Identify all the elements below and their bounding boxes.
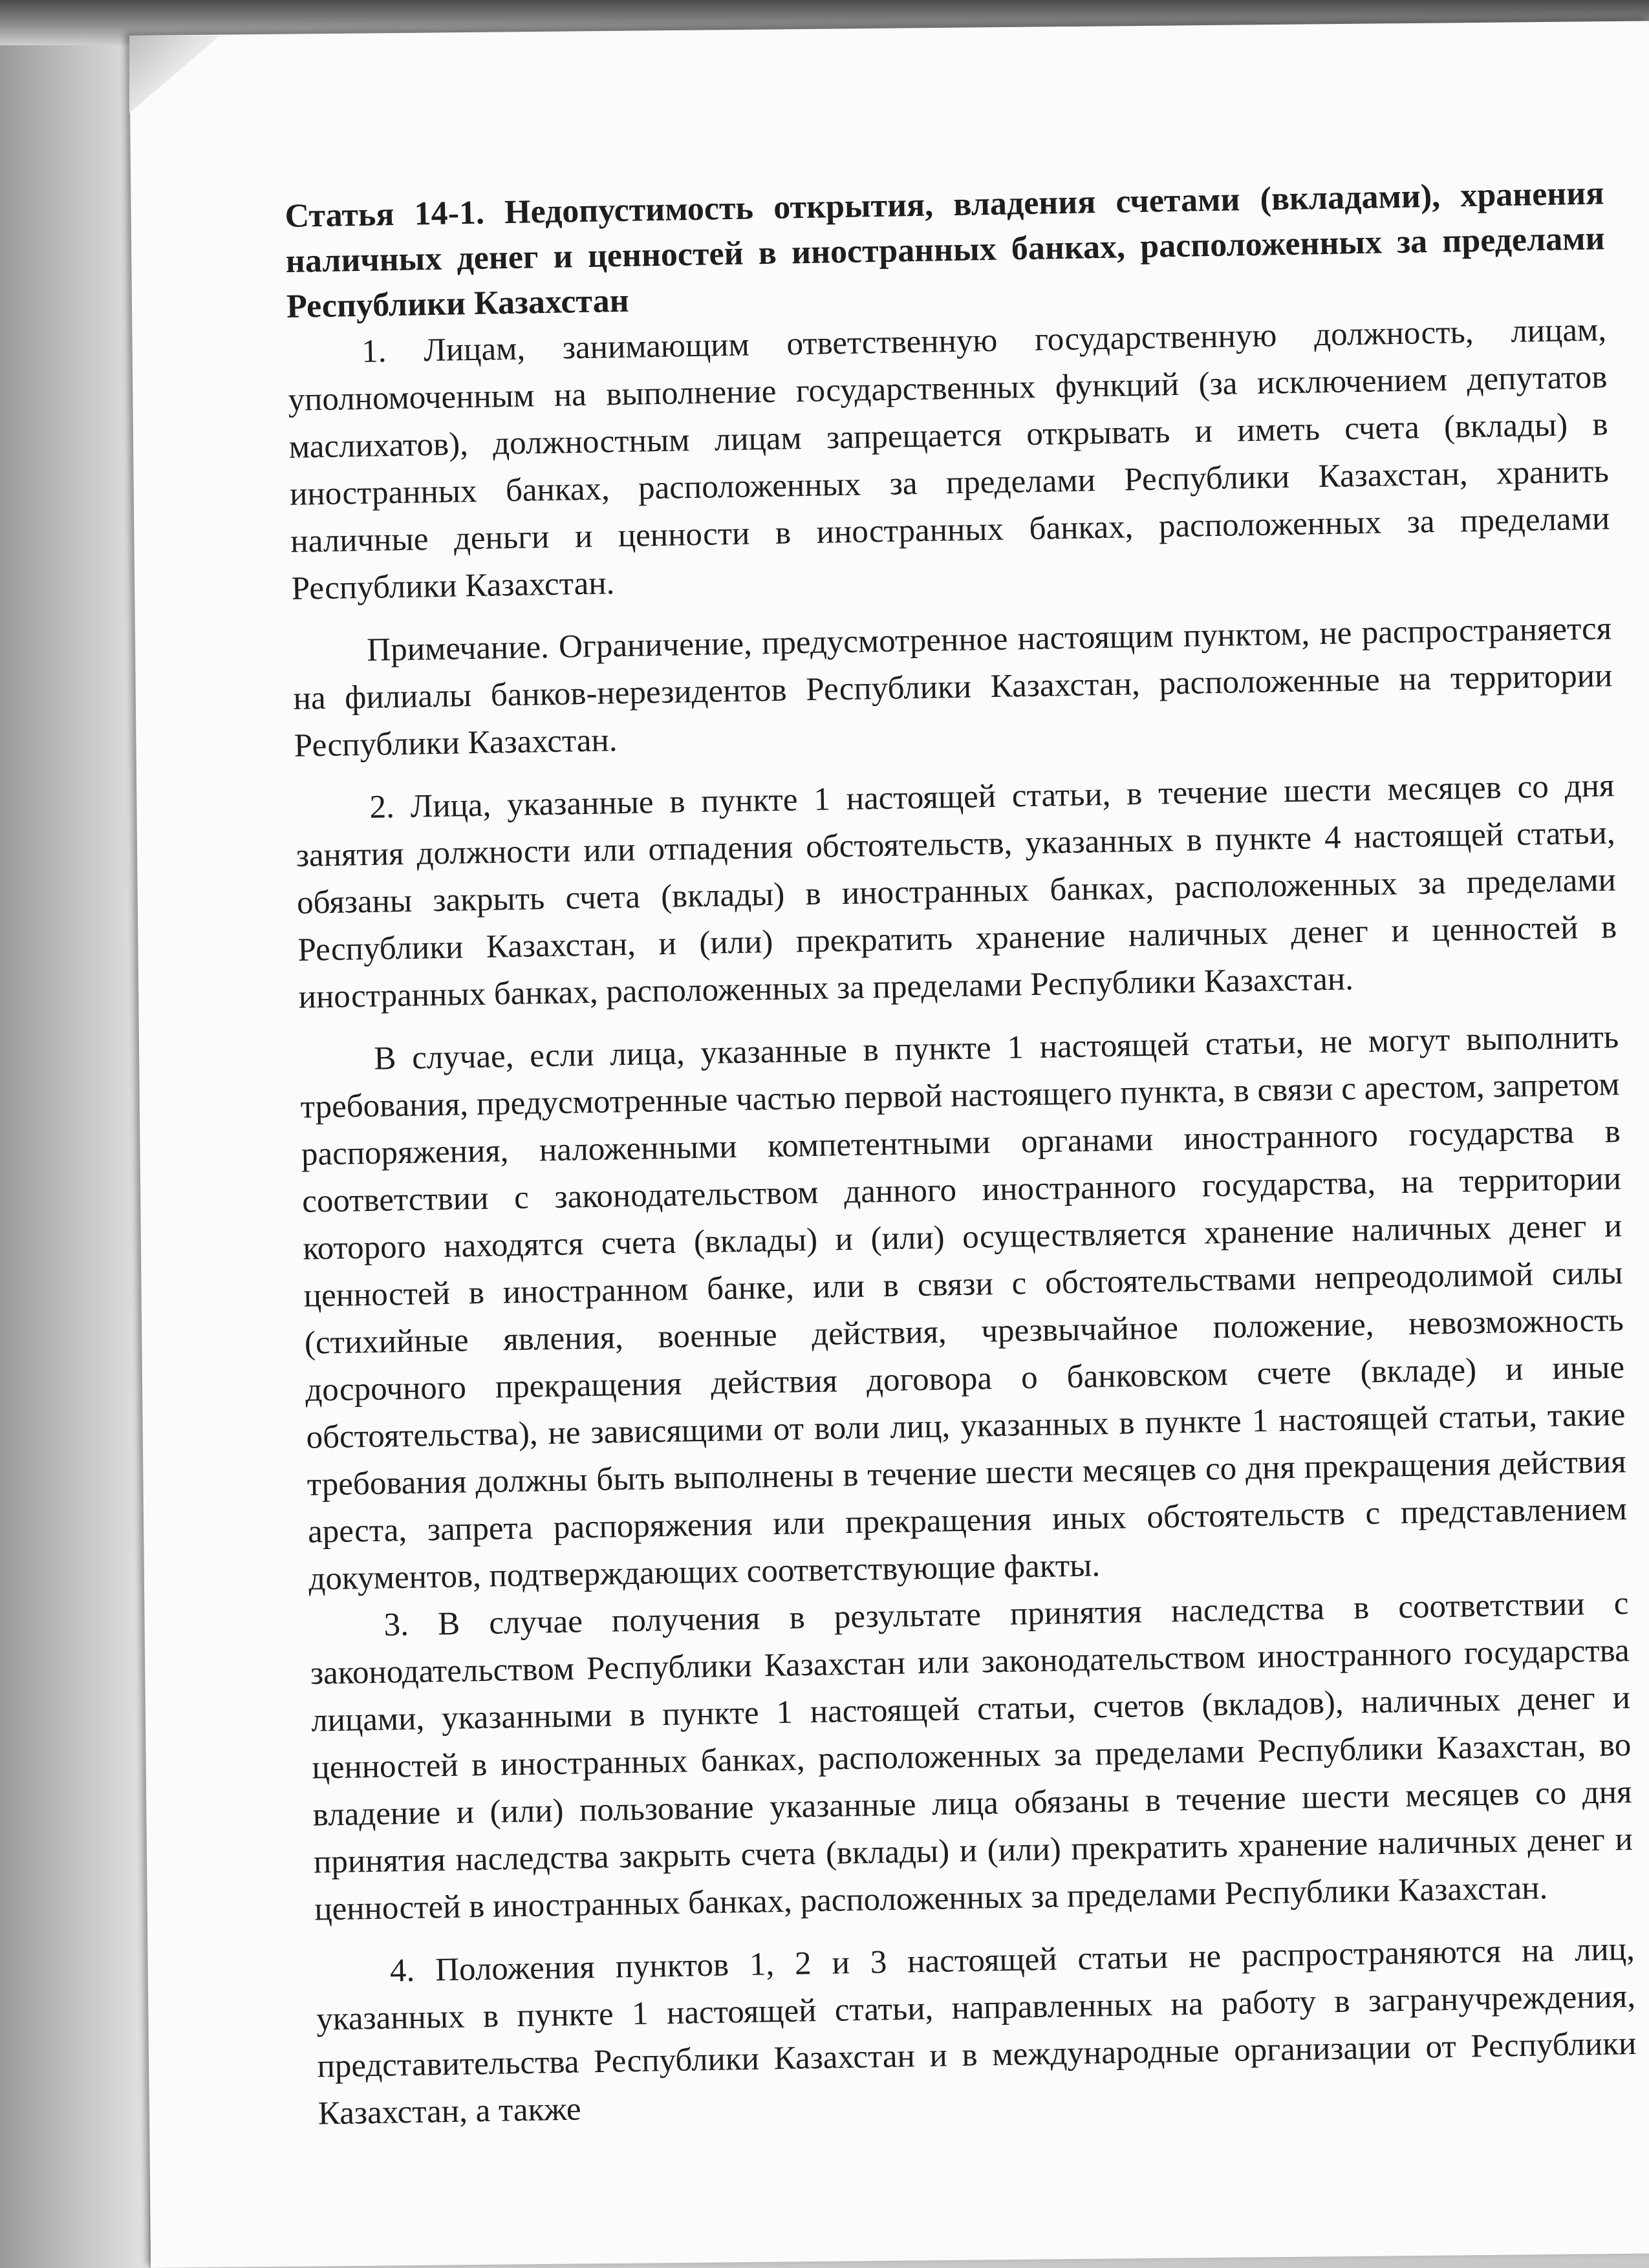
paragraph-1: 1. Лицам, занимающим ответственную государственную должность, лицам, уполномоченным на выполнение государственных функций (за исключением депутатов маслихатов), должностным лицам запрещается открывать и иметь счета (вклады) в иностранных банках, расположенных за пределами Республики Казахстан, хранить наличные деньги и ценности в иностранных банках, расположенных за пределами Республики Казахстан. xyxy=(288,312,1610,607)
paragraph-2: 2. Лица, указанные в пункте 1 настоящей статьи, в течение шести месяцев со дня занятия должности или отпадения обстоятельств, указанных в пункте 4 настоящей статьи, обязаны закрыть счета (вклады) в иностранных банках, расположенных за пределами Республики Казахстан, и (или) прекратить хранение наличных денег и ценностей в иностранных банках, расположенных за пределами Республики Казахстан. xyxy=(296,767,1617,1016)
document-body xyxy=(285,171,1637,2137)
paragraph-note: Примечание. Ограничение, предусмотренное настоящим пунктом, не распространяется на филиалы банков-нерезидентов Республики Казахстан, расположенные на территории Республики Казахстан. xyxy=(293,610,1613,764)
paragraph-4: 4. Положения пунктов 1, 2 и 3 настоящей статьи не распространяются на лиц, указанных в пункте 1 настоящей статьи, направленных на работу в загранучреждения, представительства Республики Казахстан и в международные организации от Республики Казахстан, а также xyxy=(316,1931,1637,2132)
paragraph-2-part-2: В случае, если лица, указанные в пункте 1 настоящей статьи, не могут выполнить требования, предусмотренные частью первой настоящего пункта, в связи с арестом, запретом распоряжения, наложенными компетентными органами иностранного государства в соответствии с законодательством данного иностранного государства, на территории которого находятся счета (вклады) и (или) осуществляется хранение наличных денег и ценностей в иностранном банке, или в связи с обстоятельствами непреодолимой силы (стихийные явления, военные действия, чрезвычайное положение, невозможность досрочного прекращения действия договора о банковском счете (вкладе) и иные обстоятельства), не зависящими от воли лиц, указанных в пункте 1 настоящей статьи, такие требования должны быть выполнены в течение шести месяцев со дня прекращения действия ареста, запрета распоряжения или прекращения иных обстоятельств с представлением документов, подтверждающих соответствующие факты. xyxy=(300,1019,1628,1598)
article-heading: Статья 14-1. Недопустимость открытия, владения счетами (вкладами), хранения наличных денег и ценностей в иностранных банках, расположенных за пределами Республики Казахстан xyxy=(285,175,1606,325)
scan-shadow-left xyxy=(0,0,149,2268)
paragraph-3: 3. В случае получения в результате принятия наследства в соответствии с законодательством Республики Казахстан или законодательством иностранного государства лицами, указанными в пункте 1 настоящей статьи, счетов (вкладов), наличных денег и ценностей в иностранных банках, расположенных за пределами Республики Казахстан, во владение и (или) пользование указанные лица обязаны в течение шести месяцев со дня принятия наследства закрыть счета (вклады) и (или) прекратить хранение наличных денег и ценностей в иностранных банках, расположенных за пределами Республики Казахстан. xyxy=(310,1585,1633,1928)
